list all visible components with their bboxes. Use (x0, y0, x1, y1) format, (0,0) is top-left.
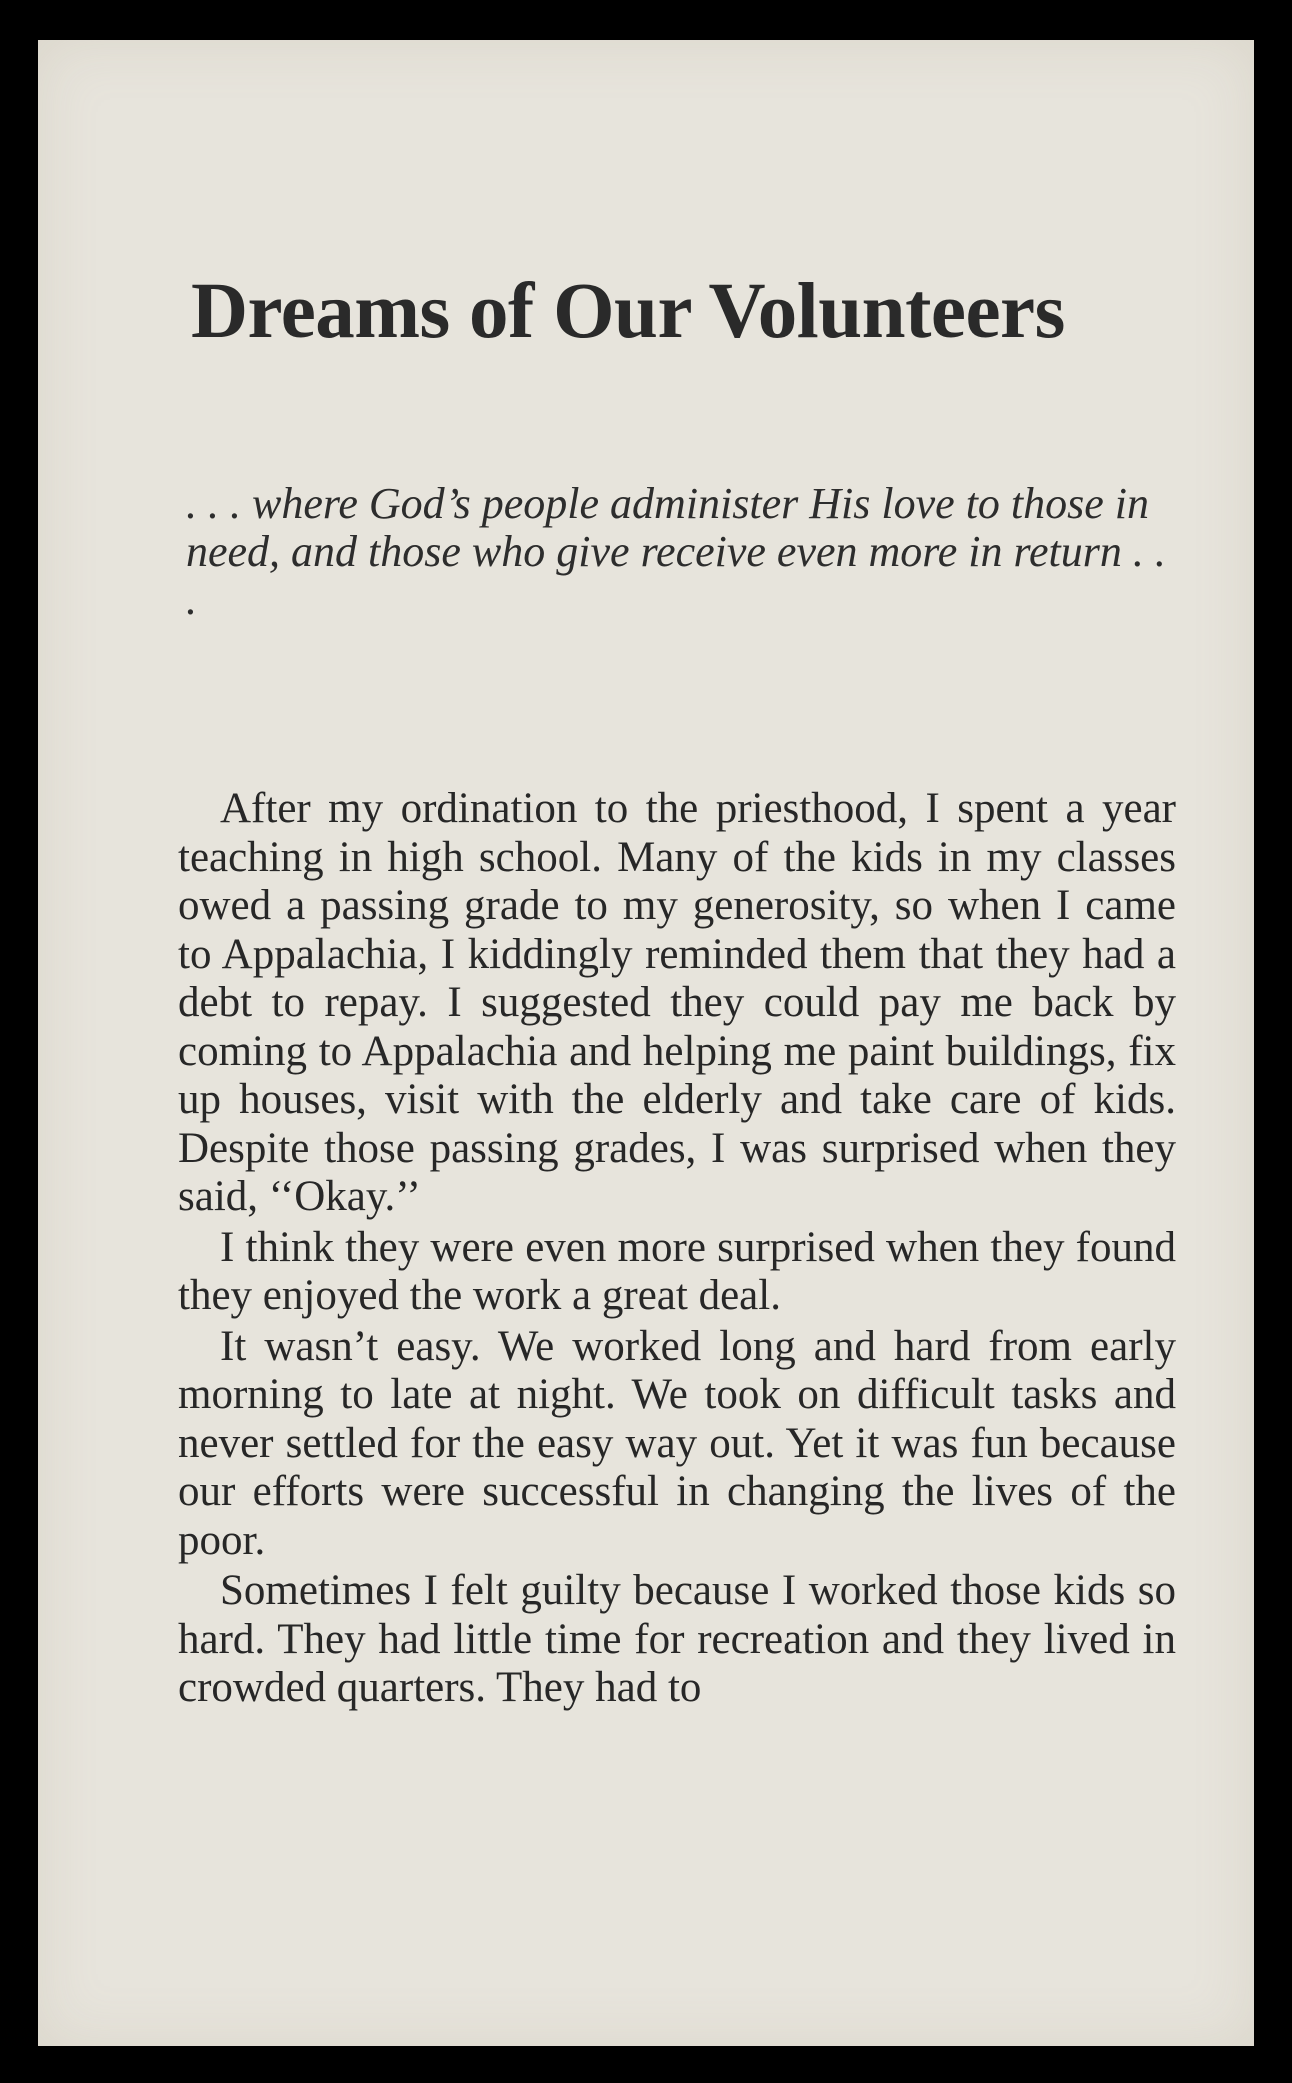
body-paragraph: I think they were even more surprised when they found they enjoyed the work a great deal. (178, 1223, 1176, 1319)
article-body (178, 785, 1176, 1713)
document-page (38, 40, 1254, 2046)
body-paragraph: After my ordination to the priesthood, I spent a year teaching in high school. Many of the kids in my classes owed a passing grade to my generosity, so when I came to Appalachia, I kiddingly reminded them that they had a debt to repay. I suggested they could pay me back by coming to Appalachia and helping me paint buildings, fix up houses, visit with the elderly and take care of kids. Despite those passing grades, I was surprised when they said, ‘‘Okay.’’ (178, 785, 1176, 1220)
body-paragraph: It wasn’t easy. We worked long and hard from early morning to late at night. We took on difficult tasks and never settled for the easy way out. Yet it was fun because our efforts were successful in changing the lives of the poor. (178, 1322, 1176, 1564)
article-intro: . . . where God’s people administer His love to those in need, and those who give receive even more in return . . . (186, 479, 1166, 624)
article-title: Dreams of Our Volunteers (191, 268, 1065, 355)
body-paragraph: Sometimes I felt guilty because I worked those kids so hard. They had little time for recreation and they lived in crowded quarters. They had to (178, 1567, 1176, 1711)
